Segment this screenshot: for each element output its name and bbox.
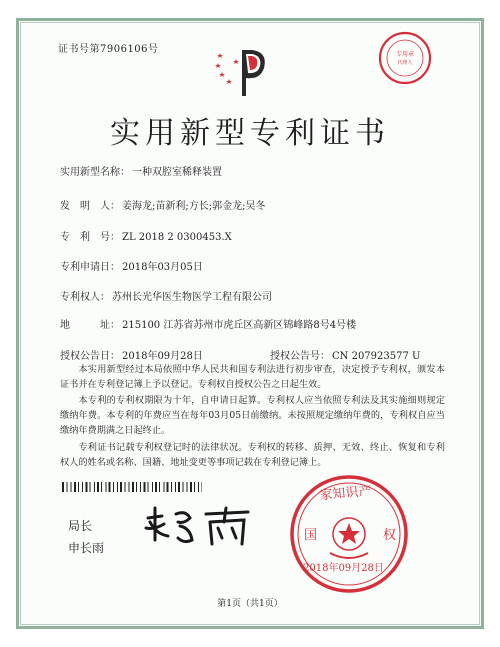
field-inventors bbox=[60, 197, 265, 212]
svg-text:国: 国 bbox=[304, 528, 318, 543]
field-value: 苏州长光华医生物医学工程有限公司 bbox=[112, 292, 272, 303]
field-value: 姜海龙;苗新利;方长;郭金龙;吴冬 bbox=[122, 201, 266, 212]
field-utility-name bbox=[60, 163, 222, 178]
field-label: 发 明 人： bbox=[60, 201, 120, 212]
field-label: 授权公告号： bbox=[270, 351, 330, 362]
barcode bbox=[62, 482, 202, 492]
field-grant-date bbox=[60, 347, 203, 362]
field-value: 一种双腔室稀释装置 bbox=[132, 167, 222, 178]
field-patentee bbox=[60, 288, 272, 303]
signature-title: 局长 bbox=[68, 519, 93, 533]
paragraph-term: 本专利的专利权期限为十年，自申请日起算。专利权人应当依照专利法及其实施细则规定缴纳年费。本专利的年费应当在每年03月05日前缴纳。未按照规定缴纳年费的，专利权自应当缴纳年费期满之日起终止。 bbox=[60, 395, 445, 436]
page-title: 实用新型专利证书 bbox=[110, 116, 390, 151]
signature-name: 申长雨 bbox=[68, 541, 105, 555]
svg-text:家知识产: 家知识产 bbox=[318, 483, 373, 504]
field-value: 2018年09月28日 bbox=[122, 351, 203, 362]
field-address bbox=[60, 316, 356, 331]
svg-text:代理人: 代理人 bbox=[397, 60, 413, 66]
page-footer: 第1页（共1页） bbox=[217, 599, 283, 609]
field-label: 授权公告日： bbox=[60, 351, 120, 362]
field-label: 专利申请日： bbox=[60, 262, 120, 273]
field-value: CN 207923577 U bbox=[332, 351, 421, 362]
field-label: 专利权人： bbox=[60, 292, 110, 303]
stamp-date: 2018年09月28日 bbox=[303, 563, 384, 574]
field-value: 215100 江苏省苏州市虎丘区高新区锦峰路8号4号楼 bbox=[122, 320, 357, 331]
field-application-date bbox=[60, 258, 203, 273]
paragraph-legal-status: 专利证书记载专利权登记时的法律状况。专利权的转移、质押、无效、终止、恢复和专利权人的姓名或名称、国籍、地址变更等事项记载在专利登记簿上。 bbox=[60, 442, 445, 468]
signature-icon bbox=[140, 500, 260, 550]
field-label: 专 利 号： bbox=[60, 232, 120, 243]
field-value: ZL 2018 2 0300453.X bbox=[122, 232, 232, 243]
field-label: 地 址： bbox=[60, 320, 120, 331]
corner-seal-icon bbox=[377, 30, 433, 86]
certificate-number: 证书号第7906106号 bbox=[58, 44, 159, 55]
paragraph-grant-notice: 本实用新型经过本局依照中华人民共和国专利法进行初步审查，决定授予专利权，颁发本证书并在专利登记簿上予以登记。专利权自授权公告之日起生效。 bbox=[60, 364, 445, 390]
svg-text:专用章: 专用章 bbox=[395, 51, 415, 58]
national-ip-office-seal-icon bbox=[288, 473, 410, 595]
svg-text:权: 权 bbox=[383, 528, 397, 543]
patent-office-emblem-icon bbox=[212, 44, 272, 100]
field-publication-number bbox=[270, 347, 420, 362]
field-patent-number bbox=[60, 228, 232, 243]
field-label: 实用新型名称： bbox=[60, 167, 130, 178]
field-value: 2018年03月05日 bbox=[122, 262, 203, 273]
